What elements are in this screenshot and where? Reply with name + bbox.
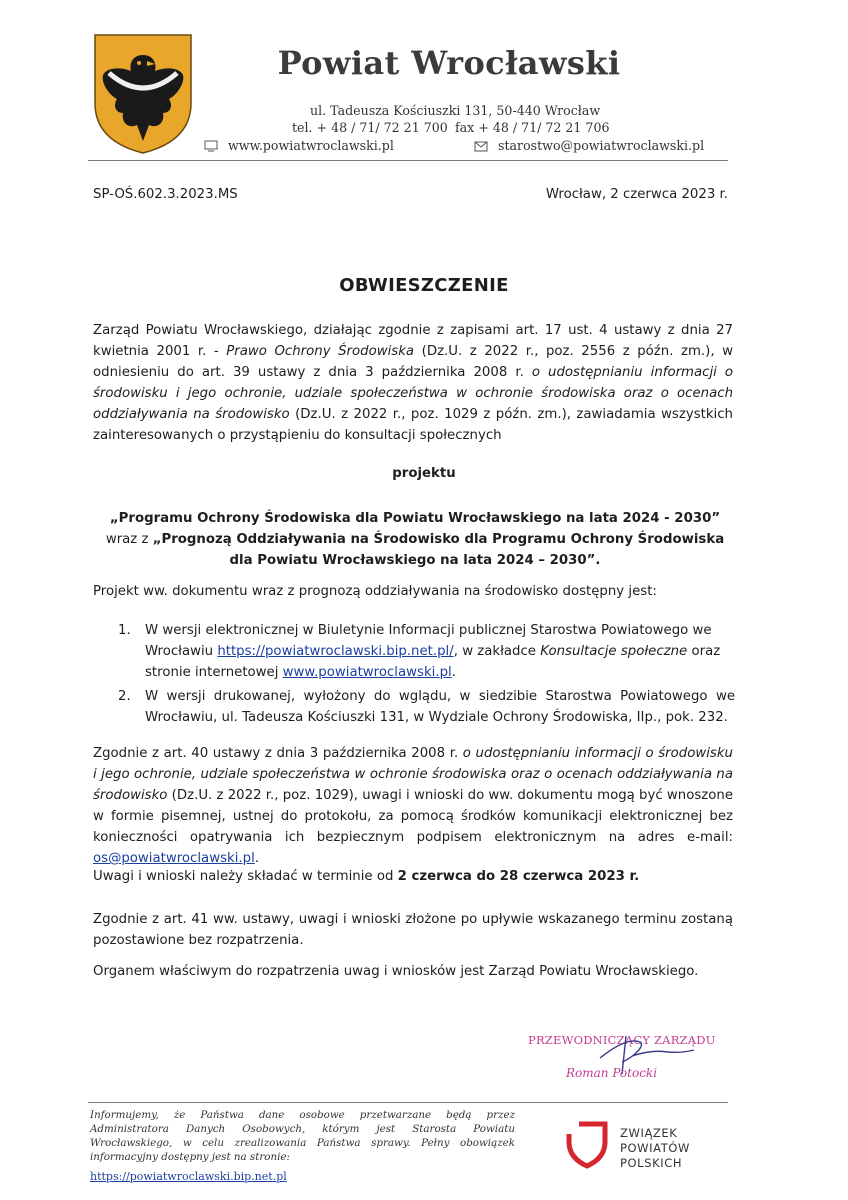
zpp-text-line: POWIATÓW bbox=[620, 1141, 690, 1155]
zpp-logo bbox=[565, 1118, 609, 1170]
footer-divider bbox=[88, 1102, 728, 1103]
list-item-number: 1. bbox=[118, 623, 131, 638]
intro-paragraph: Zarząd Powiatu Wrocławskiego, działając zgodnie z zapisami art. 17 ust. 4 ustawy z dnia 27 kwietnia 2001 r. - Prawo Ochrony Środowiska (Dz.U. z 2022 r., poz. 2556 z późn. zm.), w odniesieniu do art. 39 ustawy z dnia 3 października 2008 r. o udostępnianiu informacji o środowisku i jego ochronie, udziale społeczeństwa w ochronie środowiska oraz o ocenach oddziaływania na środowisko (Dz.U. z 2022 r., poz. 1029 z późn. zm.), zawiadamia wszystkich zainteresowanych o przystąpieniu do konsultacji społecznych bbox=[93, 323, 734, 443]
case-signature: SP-OŚ.602.3.2023.MS bbox=[93, 187, 238, 202]
org-fax: fax + 48 / 71/ 72 21 706 bbox=[455, 120, 610, 135]
org-email[interactable]: starostwo@powiatwroclawski.pl bbox=[498, 138, 705, 153]
availability-text: Projekt ww. dokumentu wraz z prognozą oddziaływania na środowisko dostępny jest: bbox=[93, 584, 657, 599]
org-website[interactable]: www.powiatwroclawski.pl bbox=[228, 138, 394, 153]
art41-paragraph: Zgodnie z art. 41 ww. ustawy, uwagi i wnioski złożone po upływie wskazanego terminu zostaną pozostawione bez rozpatrzenia. bbox=[93, 912, 733, 948]
org-address: ul. Tadeusza Kościuszki 131, 50-440 Wrocław bbox=[310, 103, 601, 118]
deadline-paragraph: Uwagi i wnioski należy składać w terminie od 2 czerwca do 28 czerwca 2023 r. bbox=[93, 869, 640, 884]
stamp-title: PRZEWODNICZĄCY ZARZĄDU bbox=[528, 1033, 716, 1047]
privacy-link[interactable]: https://powiatwroclawski.bip.net.pl bbox=[90, 1170, 287, 1183]
org-website-row bbox=[204, 138, 394, 153]
org-phone: tel. + 48 / 71/ 72 21 700 bbox=[292, 120, 448, 135]
org-email-row bbox=[474, 138, 704, 153]
header-divider bbox=[88, 160, 728, 161]
envelope-icon bbox=[474, 141, 488, 152]
email-link[interactable]: os@powiatwroclawski.pl bbox=[93, 851, 255, 866]
monitor-icon bbox=[204, 140, 218, 152]
place-date: Wrocław, 2 czerwca 2023 r. bbox=[545, 187, 728, 202]
stamp-name: Roman Potocki bbox=[566, 1066, 658, 1080]
list-item-number: 2. bbox=[118, 689, 131, 704]
bip-link[interactable]: https://powiatwroclawski.bip.net.pl/ bbox=[217, 644, 454, 659]
coat-of-arms-logo bbox=[93, 33, 193, 155]
list-item: W wersji elektronicznej w Biuletynie Informacji publicznej Starostwa Powiatowego we Wrocławiu https://powiatwroclawski.bip.net.pl/, w zakładce Konsultacje społeczne oraz stronie internetowej www.powiatwroclawski.pl. bbox=[145, 623, 721, 680]
org-name: Powiat Wrocławski bbox=[277, 44, 621, 82]
privacy-notice: Informujemy, że Państwa dane osobowe przetwarzane będą przez Administratora Danych Osobowych, którym jest Starosta Powiatu Wrocławskiego, w celu zrealizowania Państwa sprawy. Pełny obowiązek informacyjny dostępny jest na stronie: bbox=[90, 1109, 515, 1163]
zpp-text-line: POLSKICH bbox=[620, 1156, 683, 1170]
list-item: W wersji drukowanej, wyłożony do wglądu, w siedzibie Starostwa Powiatowego we Wrocławiu, ul. Tadeusza Kościuszki 131, w Wydziale Ochrony Środowiska, IIp., pok. 232. bbox=[145, 689, 735, 725]
authority-paragraph: Organem właściwym do rozpatrzenia uwag i wniosków jest Zarząd Powiatu Wrocławskiego. bbox=[93, 964, 699, 979]
program-title: „Programu Ochrony Środowiska dla Powiatu Wrocławskiego na lata 2024 - 2030” wraz z „Prognozą Oddziaływania na Środowisko dla Programu Ochrony Środowiska dla Powiatu Wrocławskiego na lata 2024 – 2030”. bbox=[105, 511, 725, 568]
art40-paragraph: Zgodnie z art. 40 ustawy z dnia 3 października 2008 r. o udostępnianiu informacji o środowisku i jego ochronie, udziale społeczeństwa w ochronie środowiska oraz o ocenach oddziaływania na środowisko (Dz.U. z 2022 r., poz. 1029), uwagi i wnioski do ww. dokumentu mogą być wnoszone w formie pisemnej, ustnej do protokołu, za pomocą środków komunikacji elektronicznej bez konieczności opatrywania ich bezpiecznym podpisem elektronicznym na adres e-mail: os@powiatwroclawski.pl. bbox=[93, 746, 733, 866]
zpp-text-line: ZWIĄZEK bbox=[620, 1126, 678, 1140]
website-link[interactable]: www.powiatwroclawski.pl bbox=[282, 665, 452, 680]
projekt-label: projektu bbox=[392, 466, 456, 481]
document-title: OBWIESZCZENIE bbox=[339, 275, 509, 296]
